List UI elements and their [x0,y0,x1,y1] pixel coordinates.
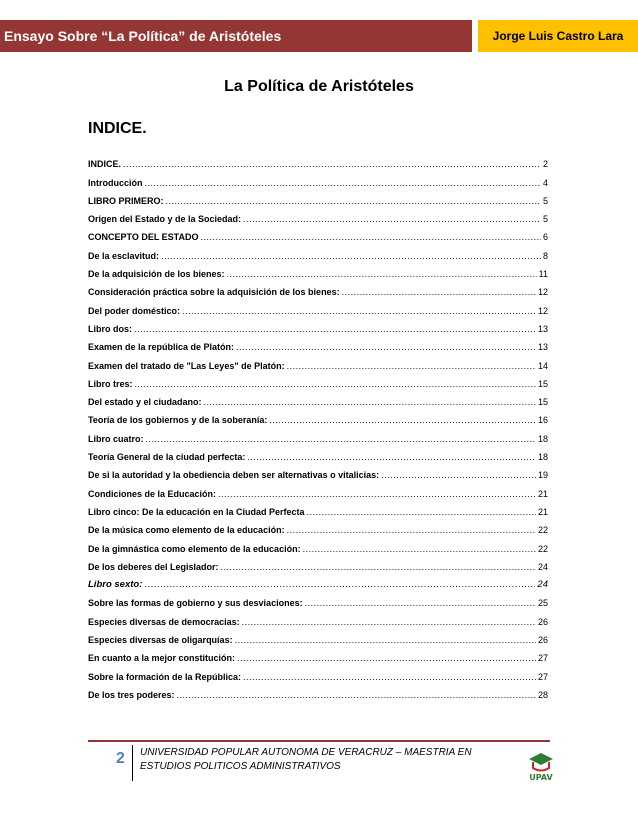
toc-entry[interactable] [88,389,548,407]
toc-entry-page: 5 [542,195,548,206]
toc-leader-dots [236,342,536,352]
toc-entry[interactable] [88,279,548,297]
toc-leader-dots [161,251,541,261]
toc-leader-dots [144,579,535,590]
footer-institution: UNIVERSIDAD POPULAR AUTONOMA DE VERACRUZ – MAESTRIA EN ESTUDIOS POLITICOS ADMINISTRATIVOS [140,747,472,772]
toc-leader-dots [243,672,536,682]
toc-entry-title: Consideración práctica sobre la adquisición de los bienes: [88,287,340,298]
toc-entry-title: Libro cuatro: [88,433,144,444]
toc-leader-dots [287,361,536,371]
toc-entry-page: 26 [537,616,548,627]
toc-entry-title: Libro cinco: De la educación en la Ciudad Perfecta [88,506,305,517]
toc-entry-title: De la adquisición de los bienes: [88,269,225,280]
toc-entry-page: 13 [537,342,548,353]
toc-entry-page: 21 [537,506,548,517]
toc-entry-title: De los deberes del Legislador: [88,561,219,572]
toc-leader-dots [182,306,536,316]
toc-leader-dots [201,232,541,242]
toc-entry-title: En cuanto a la mejor constitución: [88,653,236,664]
toc-entry-title: Examen de la república de Platón: [88,342,235,353]
toc-entry-page: 16 [537,415,548,426]
toc-leader-dots [166,196,541,206]
toc-entry[interactable] [88,444,548,462]
toc-leader-dots [177,690,536,700]
toc-leader-dots [342,287,536,297]
toc-entry-page: 5 [542,214,548,225]
page-number: 2 [116,750,125,767]
toc-entry-page: 12 [537,287,548,298]
toc-entry-page: 2 [542,159,548,170]
toc-entry-page: 25 [537,598,548,609]
toc-leader-dots [221,562,536,572]
toc-entry[interactable] [88,517,548,535]
toc-entry[interactable] [88,352,548,370]
toc-leader-dots [227,269,537,279]
toc-entry-page: 28 [537,689,548,700]
toc-entry-page: 27 [537,671,548,682]
toc-leader-dots [135,379,536,389]
toc-entry[interactable] [88,151,548,169]
header-title: Ensayo Sobre “La Política” de Aristóteles [0,20,472,52]
toc-entry-page: 8 [542,250,548,261]
toc-entry-page: 4 [542,177,548,188]
toc-entry-title: LIBRO PRIMERO: [88,195,164,206]
toc-leader-dots [247,452,536,462]
index-heading: INDICE. [88,120,147,137]
toc-leader-dots [123,159,541,169]
toc-entry[interactable] [88,242,548,260]
toc-entry-page: 22 [537,543,548,554]
toc-entry[interactable] [88,224,548,242]
toc-entry-title: Libro dos: [88,323,132,334]
toc-entry[interactable] [88,663,548,681]
toc-entry-title: Teoría de los gobiernos y de la soberanía: [88,415,268,426]
toc-entry[interactable] [88,371,548,389]
toc-entry-page: 15 [537,397,548,408]
toc-entry[interactable] [88,608,548,626]
toc-entry[interactable] [88,462,548,480]
toc-entry[interactable] [88,590,548,608]
toc-entry-page: 11 [538,269,548,280]
page-header [0,20,638,52]
toc-leader-dots [204,397,536,407]
logo-text: UPAV [529,773,553,782]
toc-entry[interactable] [88,572,548,590]
toc-entry-title: Sobre las formas de gobierno y sus desviaciones: [88,598,303,609]
toc-leader-dots [145,178,541,188]
toc-leader-dots [243,214,541,224]
footer-separator [132,745,133,781]
toc-entry-title: Libro tres: [88,378,133,389]
toc-entry[interactable] [88,645,548,663]
document-title: La Política de Aristóteles [224,78,414,95]
toc-entry[interactable] [88,316,548,334]
toc-entry[interactable] [88,206,548,224]
toc-leader-dots [242,617,536,627]
toc-entry-page: 18 [537,452,548,463]
toc-entry-page: 14 [537,360,548,371]
toc-entry-title: Libro sexto: [88,579,143,591]
toc-leader-dots [237,653,536,663]
toc-entry-title: De la música como elemento de la educación: [88,525,285,536]
toc-leader-dots [287,525,536,535]
toc-entry-page: 18 [537,433,548,444]
toc-entry[interactable] [88,627,548,645]
toc-entry[interactable] [88,334,548,352]
upav-logo [526,750,556,782]
toc-entry-title: Del poder doméstico: [88,305,181,316]
toc-entry[interactable] [88,407,548,425]
toc-entry-page: 26 [537,635,548,646]
toc-entry-title: Introducción [88,177,143,188]
toc-leader-dots [218,489,536,499]
toc-leader-dots [235,635,536,645]
toc-entry-page: 19 [537,470,548,481]
toc-entry-title: INDICE. [88,159,122,170]
toc-entry-page: 24 [537,579,548,591]
toc-entry-title: Examen del tratado de "Las Leyes" de Platón: [88,360,285,371]
toc-entry-title: Especies diversas de oligarquías: [88,635,233,646]
toc-leader-dots [303,544,536,554]
header-author: Jorge Luis Castro Lara [478,20,638,52]
toc-entry[interactable] [88,480,548,498]
toc-entry[interactable] [88,188,548,206]
toc-entry[interactable] [88,499,548,517]
toc-entry[interactable] [88,554,548,572]
toc-leader-dots [307,507,536,517]
toc-leader-dots [305,598,536,608]
toc-entry-title: De los tres poderes: [88,689,175,700]
toc-entry-page: 22 [537,525,548,536]
toc-entry-title: Especies diversas de democracias: [88,616,240,627]
toc-entry-title: De si la autoridad y la obediencia deben ser alternativas o vitalicias: [88,470,380,481]
toc-entry[interactable] [88,425,548,443]
toc-entry-title: Origen del Estado y de la Sociedad: [88,214,242,225]
toc-entry-page: 21 [537,488,548,499]
toc-entry-title: Del estado y el ciudadano: [88,397,202,408]
toc-entry-page: 13 [537,323,548,334]
toc-leader-dots [146,434,536,444]
toc-entry-title: Condiciones de la Educación: [88,488,217,499]
toc-leader-dots [134,324,536,334]
toc-leader-dots [269,415,536,425]
toc-entry[interactable] [88,169,548,187]
table-of-contents [88,151,548,700]
toc-entry-page: 15 [537,378,548,389]
toc-entry[interactable] [88,261,548,279]
toc-entry[interactable] [88,297,548,315]
footer-divider [88,740,550,742]
toc-entry[interactable] [88,535,548,553]
toc-entry-page: 12 [537,305,548,316]
toc-entry-title: CONCEPTO DEL ESTADO [88,232,199,243]
toc-entry-page: 6 [542,232,548,243]
toc-entry-title: De la gimnástica como elemento de la educación: [88,543,301,554]
toc-entry-page: 24 [537,561,548,572]
toc-entry-page: 27 [537,653,548,664]
toc-entry-title: Sobre la formación de la República: [88,671,242,682]
toc-entry-title: Teoría General de la ciudad perfecta: [88,452,246,463]
toc-leader-dots [381,470,536,480]
toc-entry-title: De la esclavitud: [88,250,160,261]
toc-entry[interactable] [88,682,548,700]
